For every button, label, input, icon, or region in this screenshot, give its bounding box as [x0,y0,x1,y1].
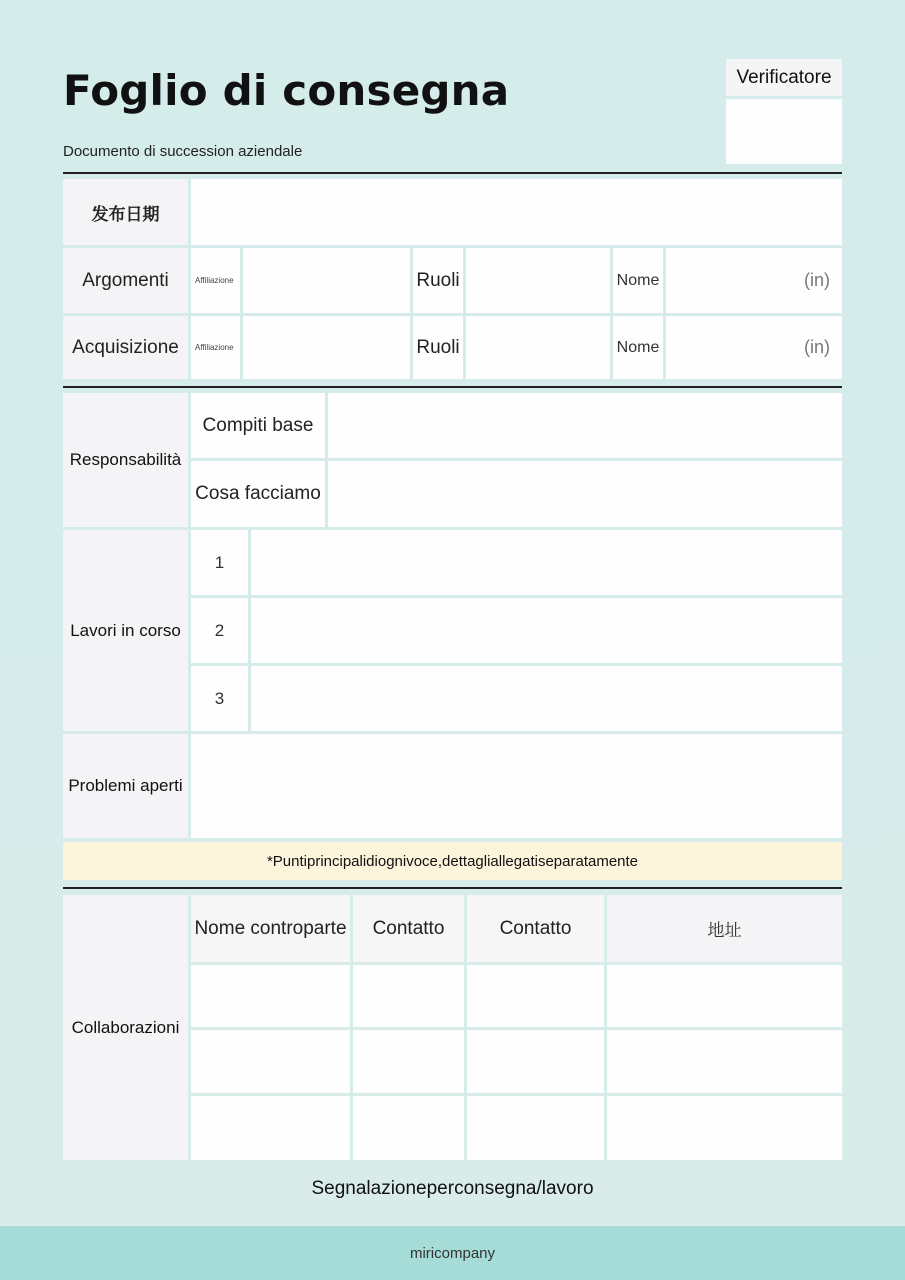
roles-field[interactable] [466,248,610,313]
roles-field[interactable] [466,316,610,379]
page-subtitle: Documento di succession aziendale [63,143,303,160]
column-header: Nome controparte [191,895,350,962]
work-number: 2 [191,598,248,663]
verifier-signature-field[interactable] [726,99,842,164]
page-title: Foglio di consegna [63,66,510,115]
column-header: Contatto [353,895,464,962]
table-cell[interactable] [191,965,350,1027]
work-item-field[interactable] [251,598,842,663]
date-label: 发布日期 [63,179,188,245]
table-cell[interactable] [353,1030,464,1093]
date-field[interactable] [191,179,842,245]
divider [63,887,842,889]
table-cell[interactable] [191,1096,350,1160]
roles-label: Ruoli [413,248,463,313]
affiliation-field[interactable] [243,248,410,313]
name-label: Nome [613,316,663,379]
verifier-box [726,59,842,165]
work-item-field[interactable] [251,530,842,595]
affiliation-label: Affiliazione [191,316,240,379]
name-field[interactable]: (in) [666,248,842,313]
work-number: 1 [191,530,248,595]
roles-label: Ruoli [413,316,463,379]
responsibility-item-what-we-do: Cosa facciamo [191,461,325,527]
column-header: 地址 [607,895,842,962]
table-cell[interactable] [467,965,604,1027]
responsibility-item-basic-tasks: Compiti base [191,393,325,458]
footer-label: Segnalazioneperconsegna/lavoro [311,1178,594,1199]
open-issues-label: Problemi aperti [63,734,188,838]
table-cell[interactable] [353,965,464,1027]
table-cell[interactable] [353,1096,464,1160]
row-label-argomenti: Argomenti [63,248,188,313]
divider [63,386,842,388]
affiliation-label: Affiliazione [191,248,240,313]
open-issues-field[interactable] [191,734,842,838]
affiliation-field[interactable] [243,316,410,379]
work-in-progress-label: Lavori in corso [63,530,188,731]
work-item-field[interactable] [251,666,842,731]
what-we-do-field[interactable] [328,461,842,527]
work-number: 3 [191,666,248,731]
table-cell[interactable] [191,1030,350,1093]
divider [63,172,842,174]
table-cell[interactable] [607,1030,842,1093]
table-cell[interactable] [607,965,842,1027]
table-cell[interactable] [467,1096,604,1160]
column-header: Contatto [467,895,604,962]
collaborations-label: Collaborazioni [63,895,188,1160]
table-cell[interactable] [467,1030,604,1093]
note-banner: *Puntiprincipalidiognivoce,dettagliallegatiseparatamente [63,842,842,880]
brand-name: miricompany [409,1244,496,1262]
verifier-label: Verificatore [726,59,842,96]
table-cell[interactable] [607,1096,842,1160]
row-label-acquisizione: Acquisizione [63,316,188,379]
basic-tasks-field[interactable] [328,393,842,458]
name-label: Nome [613,248,663,313]
brand-bar [0,1226,905,1280]
name-field[interactable]: (in) [666,316,842,379]
responsibility-label: Responsabilità [63,393,188,527]
